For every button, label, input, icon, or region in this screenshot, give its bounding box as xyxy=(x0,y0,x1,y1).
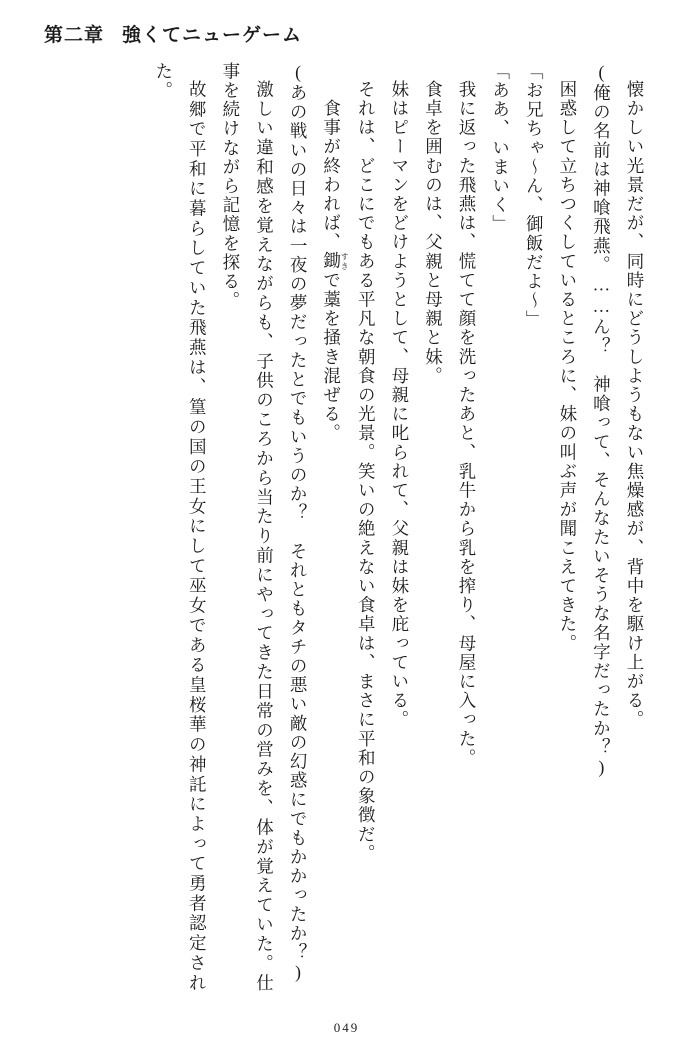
paragraph: 懐かしい光景だが、同時にどうしようもない焦燥感が、背中を駆け上がる。 xyxy=(625,79,645,729)
paragraph: 「お兄ちゃ～ん、御飯だよ～」 xyxy=(524,62,545,330)
paragraph: 妹はピーマンをどけようとして、母親に叱られて、父親は妹を庇っている。 xyxy=(389,79,410,729)
chapter-number: 第二章 xyxy=(44,25,105,46)
paragraph: 食卓を囲むのは、父親と母親と妹。 xyxy=(423,79,444,386)
paragraph: 故郷で平和に暮らしていた飛燕は、篁の国の王女にして巫女である皇桜華の神託によって勇者認定された。 xyxy=(153,62,208,992)
paragraph: 「ああ、いまいく」 xyxy=(490,62,511,234)
ruby-base: 鋤 xyxy=(321,251,342,271)
paragraph-with-ruby: 食事が終われば、鋤すきで藁を掻き混ぜる。 xyxy=(321,79,350,443)
page-body xyxy=(42,62,651,992)
vertical-text-block xyxy=(42,62,651,992)
chapter-header xyxy=(44,20,302,47)
paragraph: それは、どこにでもある平凡な朝食の光景。笑いの絶えない食卓は、まさに平和の象徴だ。 xyxy=(356,79,377,863)
paragraph: 我に返った飛燕は、慌てて顔を洗ったあと、乳牛から乳を搾り、母屋に入った。 xyxy=(457,79,478,768)
ruby-text: すき xyxy=(340,251,350,271)
paragraph: 困惑して立ちつくしているところに、妹の叫ぶ声が聞こえてきた。 xyxy=(557,79,578,653)
page-number: 049 xyxy=(333,1020,360,1035)
ruby-annotation xyxy=(321,251,350,271)
paragraph: (あの戦いの日々は一夜の夢だったとでもいうのか？ それともタチの悪い敵の幻惑にでもかかったか？) xyxy=(288,62,309,984)
chapter-title: 強くてニューゲーム xyxy=(122,25,303,46)
paragraph: (俺の名前は神喰飛燕。……ん？ 神喰って、そんなたいそうな名字だったか？) xyxy=(591,62,612,779)
paragraph: 激しい違和感を覚えながらも、子供のころから当たり前にやってきた日常の営みを、体が覚えていた。仕事を続けながら記憶を探る。 xyxy=(220,62,275,992)
